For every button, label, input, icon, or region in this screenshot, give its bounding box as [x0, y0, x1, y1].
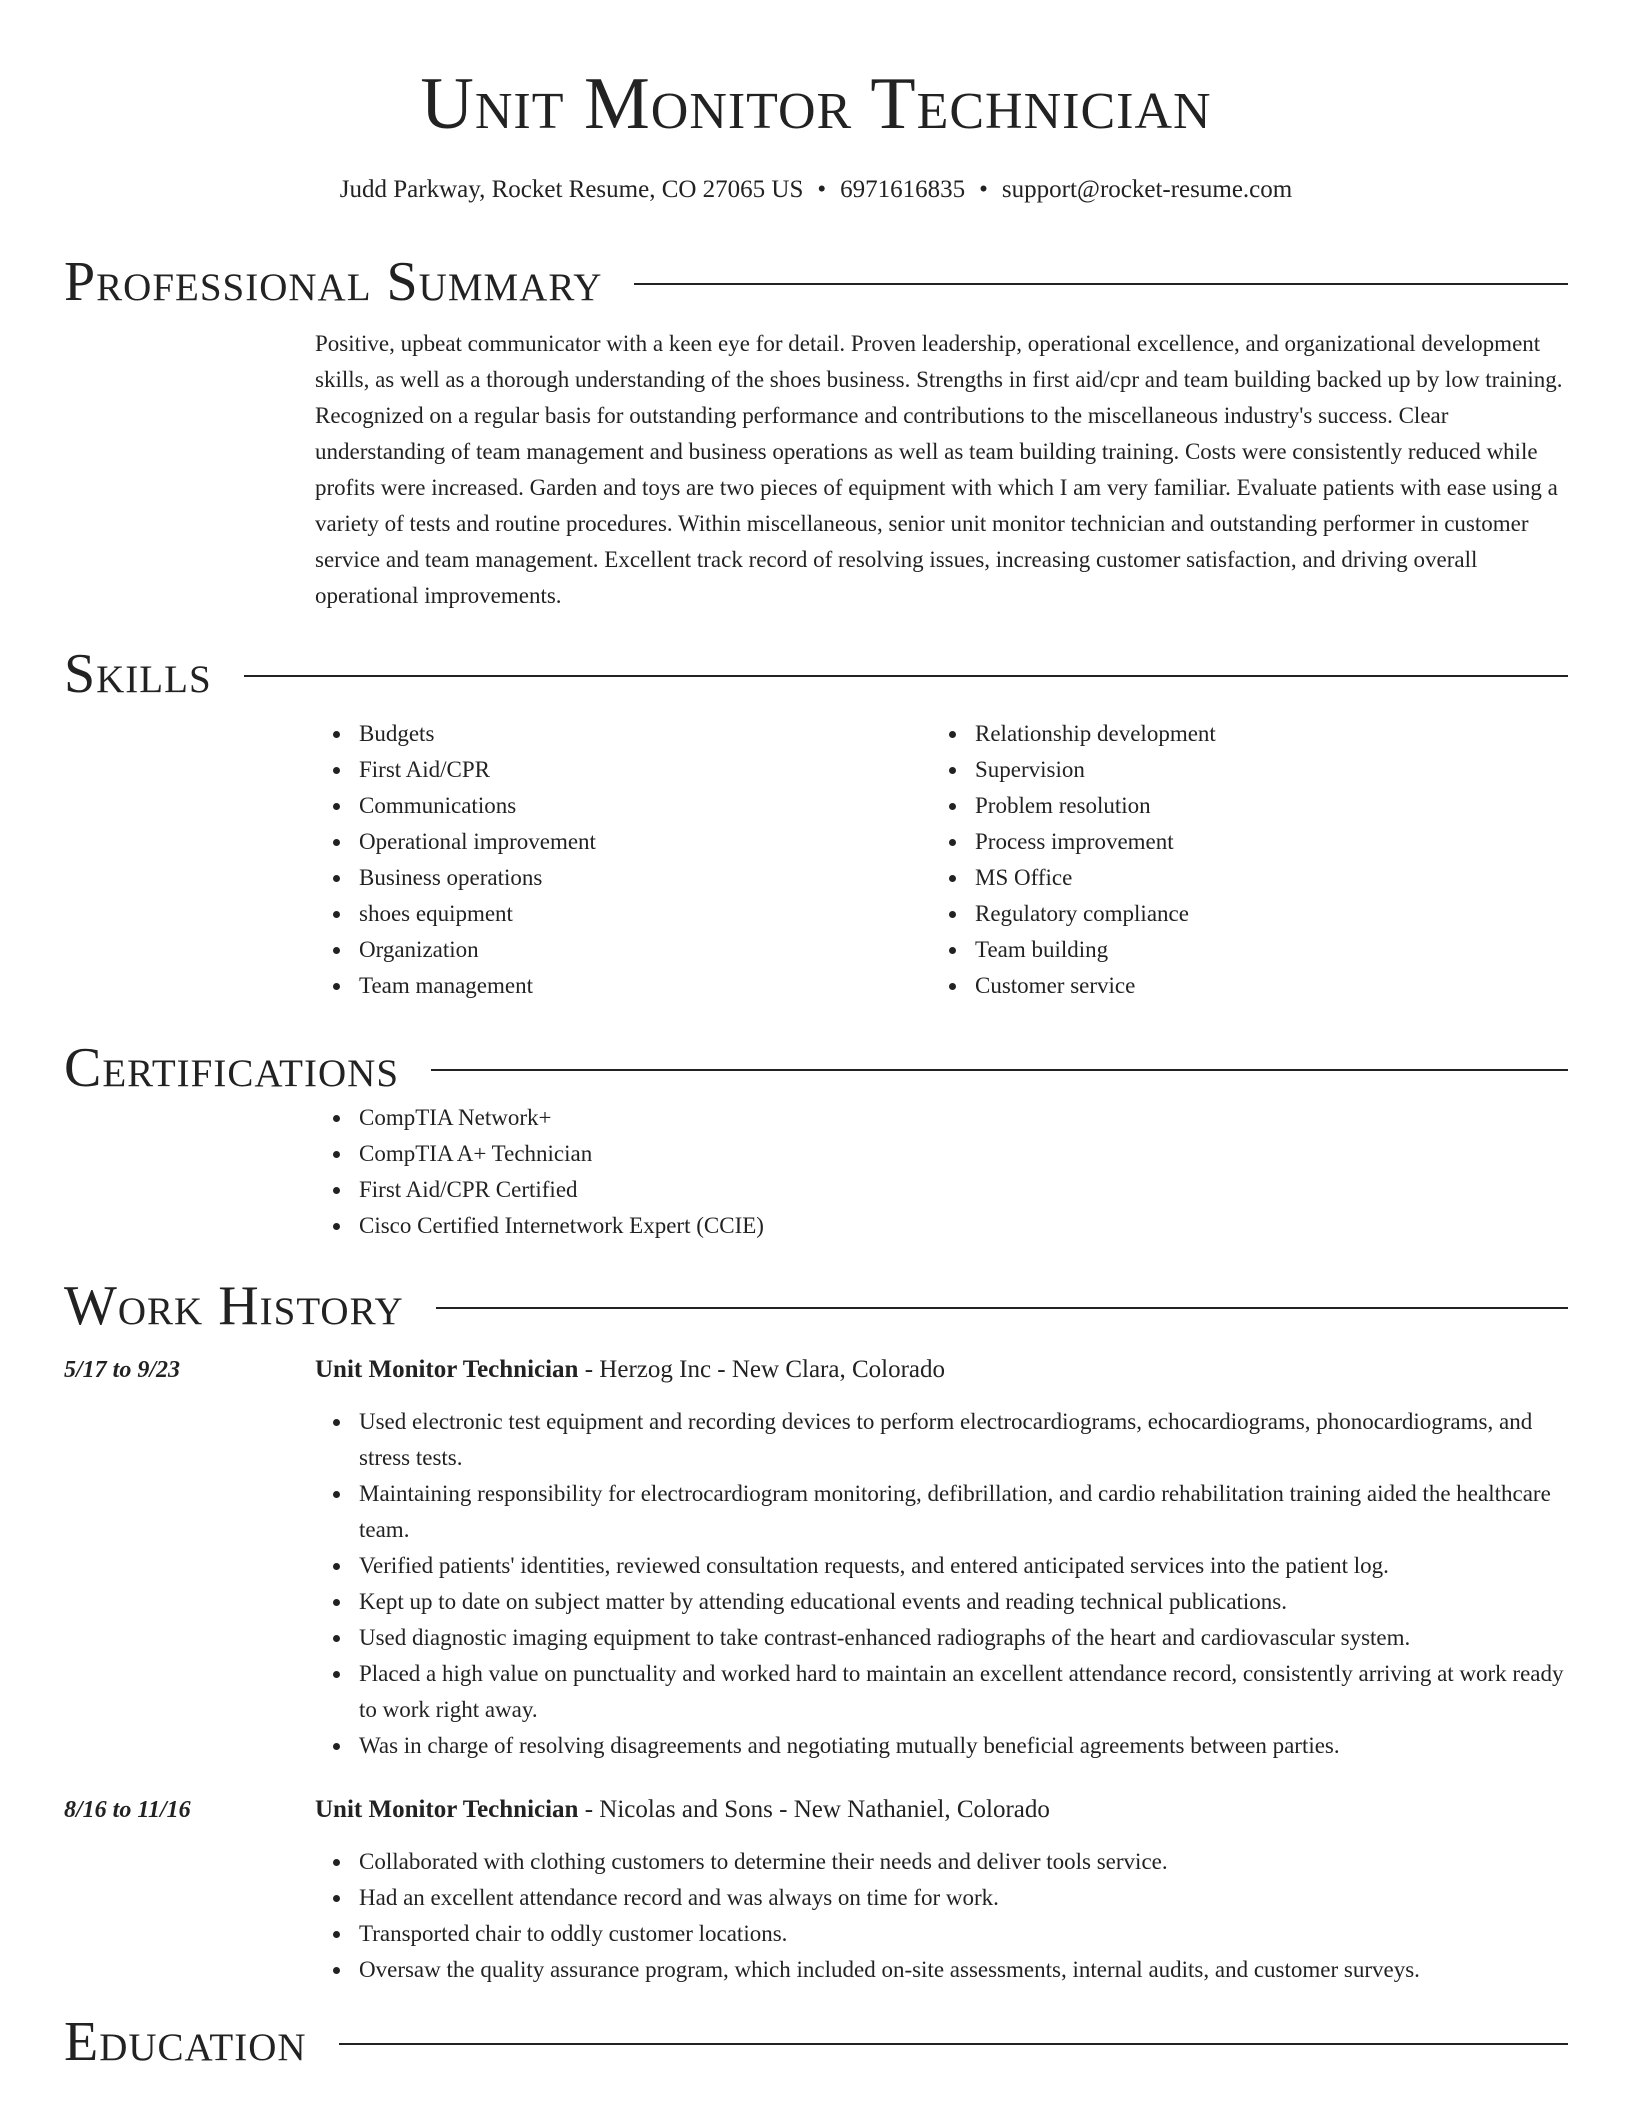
skill-item: Budgets: [359, 716, 931, 752]
skill-item: First Aid/CPR: [359, 752, 931, 788]
work-history-heading: Work History: [64, 1275, 404, 1337]
certification-item: Cisco Certified Internetwork Expert (CCIE): [359, 1208, 1568, 1244]
contact-address: Judd Parkway, Rocket Resume, CO 27065 US: [339, 176, 804, 203]
job-dates: 8/16 to 11/16: [64, 1797, 191, 1823]
job-role: Unit Monitor Technician: [315, 1356, 579, 1383]
job-detail: [315, 1352, 1568, 1764]
skill-item: Process improvement: [975, 824, 1547, 860]
job-entry: [64, 1352, 1568, 1764]
skills-heading: Skills: [64, 643, 212, 705]
section-divider: [634, 283, 1568, 285]
summary-heading: Professional Summary: [64, 251, 603, 313]
certifications-heading: Certifications: [64, 1037, 400, 1099]
skills-list-right: [931, 716, 1547, 1004]
job-bullet: Oversaw the quality assurance program, which included on-site assessments, internal audits, and customer surveys.: [359, 1952, 1568, 1988]
job-bullet: Maintaining responsibility for electrocardiogram monitoring, defibrillation, and cardio rehabilitation training aided the healthcare team.: [359, 1476, 1568, 1548]
contact-separator: •: [817, 176, 827, 203]
resume-page: [64, 0, 1568, 2074]
skill-item: Communications: [359, 788, 931, 824]
skill-item: Team management: [359, 968, 931, 1004]
contact-phone: 6971616835: [840, 176, 966, 203]
job-title-line: [315, 1352, 1568, 1388]
certifications-list: [315, 1100, 1568, 1244]
job-role: Unit Monitor Technician: [315, 1796, 579, 1823]
certifications-section-header: [64, 1036, 1568, 1100]
certification-item: First Aid/CPR Certified: [359, 1172, 1568, 1208]
job-bullet: Used electronic test equipment and recording devices to perform electrocardiograms, echocardiograms, phonocardiograms, and stress tests.: [359, 1404, 1568, 1476]
section-divider: [431, 1069, 1568, 1071]
skill-item: Organization: [359, 932, 931, 968]
contact-line: [64, 174, 1568, 206]
section-divider: [436, 1307, 1568, 1309]
contact-separator: •: [979, 176, 988, 203]
job-bullet: Had an excellent attendance record and was always on time for work.: [359, 1880, 1568, 1916]
job-bullet: Transported chair to oddly customer locations.: [359, 1916, 1568, 1952]
job-detail: [315, 1792, 1568, 1988]
skill-item: shoes equipment: [359, 896, 931, 932]
job-title-line: [315, 1792, 1568, 1828]
skill-item: Supervision: [975, 752, 1547, 788]
job-bullets: [315, 1844, 1568, 1988]
skills-section-header: [64, 642, 1568, 706]
skill-item: Operational improvement: [359, 824, 931, 860]
section-divider: [339, 2043, 1568, 2045]
certification-item: CompTIA A+ Technician: [359, 1136, 1568, 1172]
skill-item: Regulatory compliance: [975, 896, 1547, 932]
skills-grid: [315, 716, 1568, 1004]
skill-item: Customer service: [975, 968, 1547, 1004]
job-entry: [64, 1792, 1568, 1988]
job-bullet: Verified patients' identities, reviewed consultation requests, and entered anticipated services into the patient log.: [359, 1548, 1568, 1584]
skill-item: Relationship development: [975, 716, 1547, 752]
job-dates: 5/17 to 9/23: [64, 1357, 181, 1383]
candidate-name: Unit Monitor Technician: [420, 63, 1212, 145]
section-divider: [244, 675, 1568, 677]
job-company: - Herzog Inc - New Clara, Colorado: [578, 1356, 945, 1383]
skill-item: MS Office: [975, 860, 1547, 896]
job-bullet: Used diagnostic imaging equipment to take contrast-enhanced radiographs of the heart and cardiovascular system.: [359, 1620, 1568, 1656]
job-company: - Nicolas and Sons - New Nathaniel, Colorado: [578, 1796, 1050, 1823]
skill-item: Business operations: [359, 860, 931, 896]
job-bullet: Placed a high value on punctuality and worked hard to maintain an excellent attendance record, consistently arriving at work ready to work right away.: [359, 1656, 1568, 1728]
summary-section-header: [64, 250, 1568, 314]
skills-column-left: [315, 716, 931, 1004]
skills-list-left: [315, 716, 931, 1004]
summary-text: Positive, upbeat communicator with a keen eye for detail. Proven leadership, operational excellence, and organizational development skills, as well as a thorough understanding of the shoes business. Strengths in first aid/cpr and team building backed up by low training. Recognized on a regular basis for outstanding performance and contributions to the miscellaneous industry's success. Clear understanding of team management and business operations as well as team building training. Costs were consistently reduced while profits were increased. Garden and toys are two pieces of equipment with which I am very familiar. Evaluate patients with ease using a variety of tests and routine procedures. Within miscellaneous, senior unit monitor technician and outstanding performer in customer service and team management. Excellent track record of resolving issues, increasing customer satisfaction, and driving overall operational improvements.: [315, 331, 1563, 608]
skill-item: Team building: [975, 932, 1547, 968]
skill-item: Problem resolution: [975, 788, 1547, 824]
skills-column-right: [931, 716, 1547, 1004]
job-bullet: Was in charge of resolving disagreements and negotiating mutually beneficial agreements between parties.: [359, 1728, 1568, 1764]
job-bullet: Collaborated with clothing customers to determine their needs and deliver tools service.: [359, 1844, 1568, 1880]
job-bullet: Kept up to date on subject matter by attending educational events and reading technical publications.: [359, 1584, 1568, 1620]
contact-email: support@rocket-resume.com: [1001, 176, 1293, 203]
certification-item: CompTIA Network+: [359, 1100, 1568, 1136]
education-heading: Education: [64, 2011, 307, 2073]
work-history-section-header: [64, 1274, 1568, 1338]
job-bullets: [315, 1404, 1568, 1764]
education-section-header: [64, 2010, 1568, 2074]
